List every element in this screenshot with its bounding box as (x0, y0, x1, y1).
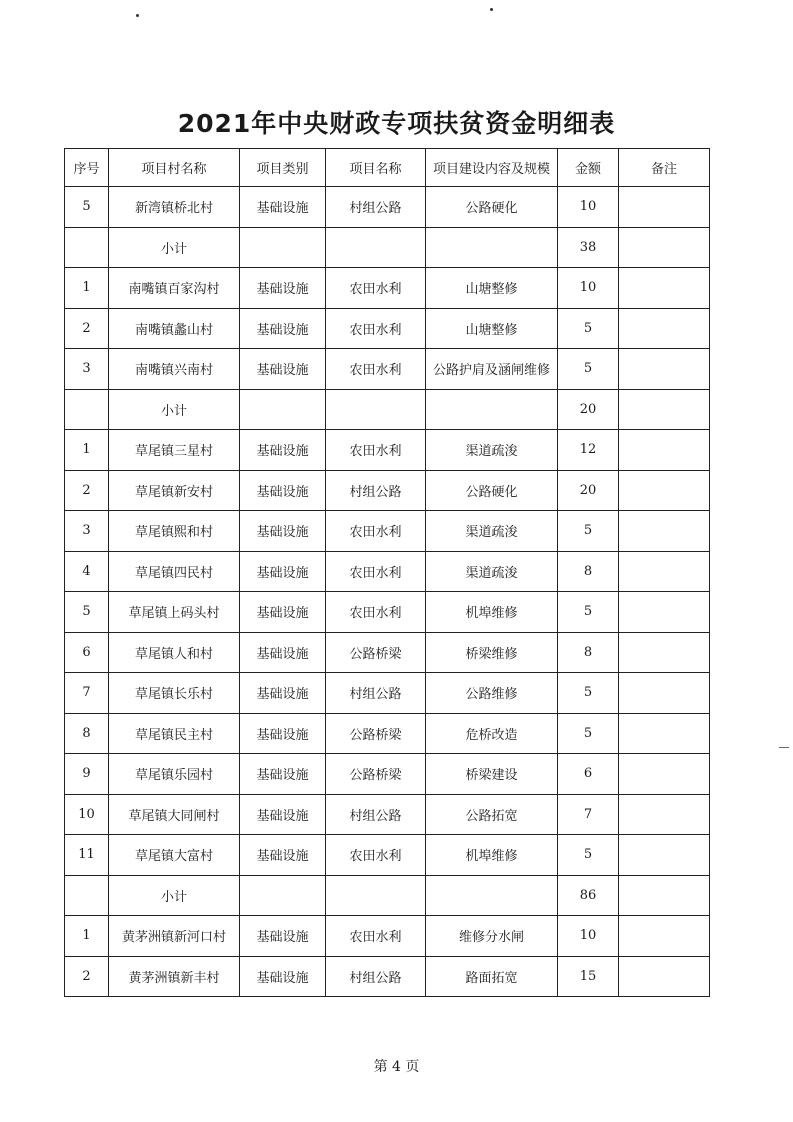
cell-project-name: 村组公路 (326, 956, 426, 997)
cell-village: 小计 (109, 875, 240, 916)
cell-amount: 38 (558, 227, 619, 268)
cell-village: 草尾镇熙和村 (109, 511, 240, 552)
cell-project-name (326, 227, 426, 268)
cell-category: 基础设施 (240, 835, 326, 876)
cell-project-name (326, 389, 426, 430)
cell-village: 小计 (109, 389, 240, 430)
cell-seq: 1 (65, 268, 109, 309)
cell-project-name: 农田水利 (326, 916, 426, 957)
subtotal-row (65, 875, 710, 916)
header-amount: 金额 (558, 149, 619, 187)
cell-amount: 10 (558, 187, 619, 228)
cell-project-name: 公路桥梁 (326, 632, 426, 673)
cell-note (619, 389, 710, 430)
cell-content: 公路护肩及涵闸维修 (426, 349, 558, 390)
cell-note (619, 551, 710, 592)
cell-village: 南嘴镇百家沟村 (109, 268, 240, 309)
table-row (65, 268, 710, 309)
cell-content: 公路硬化 (426, 470, 558, 511)
cell-content: 公路硬化 (426, 187, 558, 228)
cell-content: 桥梁建设 (426, 754, 558, 795)
cell-village: 草尾镇民主村 (109, 713, 240, 754)
table-row (65, 754, 710, 795)
cell-content: 公路拓宽 (426, 794, 558, 835)
cell-amount: 10 (558, 916, 619, 957)
table-row (65, 673, 710, 714)
cell-seq: 3 (65, 511, 109, 552)
cell-seq: 8 (65, 713, 109, 754)
table-row (65, 470, 710, 511)
cell-project-name: 公路桥梁 (326, 713, 426, 754)
cell-note (619, 835, 710, 876)
cell-amount: 15 (558, 956, 619, 997)
cell-content: 渠道疏浚 (426, 430, 558, 471)
cell-category: 基础设施 (240, 916, 326, 957)
cell-amount: 10 (558, 268, 619, 309)
cell-category: 基础设施 (240, 794, 326, 835)
cell-village: 草尾镇上码头村 (109, 592, 240, 633)
cell-category: 基础设施 (240, 349, 326, 390)
page-number: 第 4 页 (373, 1059, 420, 1075)
cell-content: 山塘整修 (426, 308, 558, 349)
cell-note (619, 592, 710, 633)
cell-note (619, 349, 710, 390)
funds-table (64, 148, 710, 997)
cell-amount: 5 (558, 713, 619, 754)
cell-note (619, 956, 710, 997)
cell-amount: 20 (558, 470, 619, 511)
cell-project-name: 农田水利 (326, 835, 426, 876)
cell-amount: 6 (558, 754, 619, 795)
table-row (65, 308, 710, 349)
cell-amount: 12 (558, 430, 619, 471)
table-row (65, 916, 710, 957)
cell-project-name: 农田水利 (326, 551, 426, 592)
cell-note (619, 916, 710, 957)
cell-project-name: 农田水利 (326, 308, 426, 349)
cell-content: 桥梁维修 (426, 632, 558, 673)
cell-project-name: 农田水利 (326, 511, 426, 552)
cell-category: 基础设施 (240, 551, 326, 592)
cell-category (240, 875, 326, 916)
cell-category: 基础设施 (240, 592, 326, 633)
page-title: 2021年中央财政专项扶贫资金明细表 (177, 109, 616, 138)
cell-seq (65, 875, 109, 916)
cell-note (619, 470, 710, 511)
cell-amount: 7 (558, 794, 619, 835)
cell-village: 黄茅洲镇新河口村 (109, 916, 240, 957)
table-row (65, 835, 710, 876)
table-header-row (65, 149, 710, 187)
header-seq: 序号 (65, 149, 109, 187)
scan-speck (490, 8, 493, 11)
cell-project-name: 村组公路 (326, 673, 426, 714)
cell-seq (65, 227, 109, 268)
cell-category: 基础设施 (240, 632, 326, 673)
cell-seq: 9 (65, 754, 109, 795)
cell-amount: 5 (558, 592, 619, 633)
cell-note (619, 875, 710, 916)
cell-content: 维修分水闸 (426, 916, 558, 957)
cell-village: 新湾镇桥北村 (109, 187, 240, 228)
table-body (65, 187, 710, 997)
table-row (65, 511, 710, 552)
cell-content: 公路维修 (426, 673, 558, 714)
cell-note (619, 754, 710, 795)
table-row (65, 713, 710, 754)
cell-seq: 5 (65, 187, 109, 228)
cell-category: 基础设施 (240, 470, 326, 511)
table-row (65, 430, 710, 471)
table-row (65, 794, 710, 835)
cell-seq: 7 (65, 673, 109, 714)
cell-seq: 4 (65, 551, 109, 592)
cell-village: 南嘴镇蠡山村 (109, 308, 240, 349)
cell-village: 草尾镇四民村 (109, 551, 240, 592)
subtotal-row (65, 227, 710, 268)
cell-seq: 2 (65, 470, 109, 511)
cell-village: 草尾镇大同闸村 (109, 794, 240, 835)
cell-amount: 20 (558, 389, 619, 430)
cell-village: 草尾镇长乐村 (109, 673, 240, 714)
cell-category: 基础设施 (240, 511, 326, 552)
cell-village: 草尾镇新安村 (109, 470, 240, 511)
cell-seq: 6 (65, 632, 109, 673)
cell-content: 机埠维修 (426, 592, 558, 633)
cell-category: 基础设施 (240, 187, 326, 228)
cell-content: 渠道疏浚 (426, 551, 558, 592)
table-row (65, 551, 710, 592)
cell-note (619, 713, 710, 754)
cell-content: 山塘整修 (426, 268, 558, 309)
cell-seq (65, 389, 109, 430)
cell-project-name: 农田水利 (326, 349, 426, 390)
cell-seq: 1 (65, 916, 109, 957)
header-project-name: 项目名称 (326, 149, 426, 187)
cell-note (619, 227, 710, 268)
cell-note (619, 511, 710, 552)
header-note: 备注 (619, 149, 710, 187)
table-row (65, 632, 710, 673)
scan-edge-mark (779, 747, 789, 748)
cell-note (619, 794, 710, 835)
subtotal-row (65, 389, 710, 430)
cell-project-name: 村组公路 (326, 470, 426, 511)
cell-village: 草尾镇乐园村 (109, 754, 240, 795)
table-row (65, 956, 710, 997)
cell-seq: 2 (65, 956, 109, 997)
cell-village: 黄茅洲镇新丰村 (109, 956, 240, 997)
cell-category: 基础设施 (240, 754, 326, 795)
cell-category (240, 227, 326, 268)
cell-content (426, 227, 558, 268)
cell-note (619, 308, 710, 349)
cell-village: 草尾镇人和村 (109, 632, 240, 673)
cell-content: 危桥改造 (426, 713, 558, 754)
table-row (65, 592, 710, 633)
cell-content: 渠道疏浚 (426, 511, 558, 552)
cell-project-name: 农田水利 (326, 430, 426, 471)
cell-project-name: 村组公路 (326, 187, 426, 228)
header-village: 项目村名称 (109, 149, 240, 187)
cell-project-name: 农田水利 (326, 268, 426, 309)
cell-village: 小计 (109, 227, 240, 268)
cell-note (619, 673, 710, 714)
header-content: 项目建设内容及规模 (426, 149, 558, 187)
cell-seq: 1 (65, 430, 109, 471)
cell-amount: 86 (558, 875, 619, 916)
cell-amount: 5 (558, 835, 619, 876)
cell-village: 草尾镇大富村 (109, 835, 240, 876)
cell-amount: 8 (558, 551, 619, 592)
cell-village: 南嘴镇兴南村 (109, 349, 240, 390)
cell-category: 基础设施 (240, 713, 326, 754)
cell-note (619, 430, 710, 471)
cell-category: 基础设施 (240, 430, 326, 471)
cell-village: 草尾镇三星村 (109, 430, 240, 471)
cell-category: 基础设施 (240, 308, 326, 349)
cell-seq: 11 (65, 835, 109, 876)
cell-category: 基础设施 (240, 673, 326, 714)
cell-amount: 5 (558, 511, 619, 552)
header-category: 项目类别 (240, 149, 326, 187)
cell-content: 机埠维修 (426, 835, 558, 876)
table-row (65, 349, 710, 390)
cell-project-name: 村组公路 (326, 794, 426, 835)
cell-category (240, 389, 326, 430)
cell-project-name: 农田水利 (326, 592, 426, 633)
table-row (65, 187, 710, 228)
cell-amount: 5 (558, 308, 619, 349)
cell-note (619, 187, 710, 228)
cell-amount: 5 (558, 673, 619, 714)
cell-amount: 8 (558, 632, 619, 673)
cell-seq: 10 (65, 794, 109, 835)
cell-content (426, 389, 558, 430)
cell-note (619, 632, 710, 673)
cell-project-name (326, 875, 426, 916)
cell-seq: 5 (65, 592, 109, 633)
cell-note (619, 268, 710, 309)
cell-content (426, 875, 558, 916)
cell-seq: 3 (65, 349, 109, 390)
cell-project-name: 公路桥梁 (326, 754, 426, 795)
cell-amount: 5 (558, 349, 619, 390)
cell-category: 基础设施 (240, 268, 326, 309)
cell-content: 路面拓宽 (426, 956, 558, 997)
scan-speck (136, 14, 139, 17)
cell-category: 基础设施 (240, 956, 326, 997)
cell-seq: 2 (65, 308, 109, 349)
